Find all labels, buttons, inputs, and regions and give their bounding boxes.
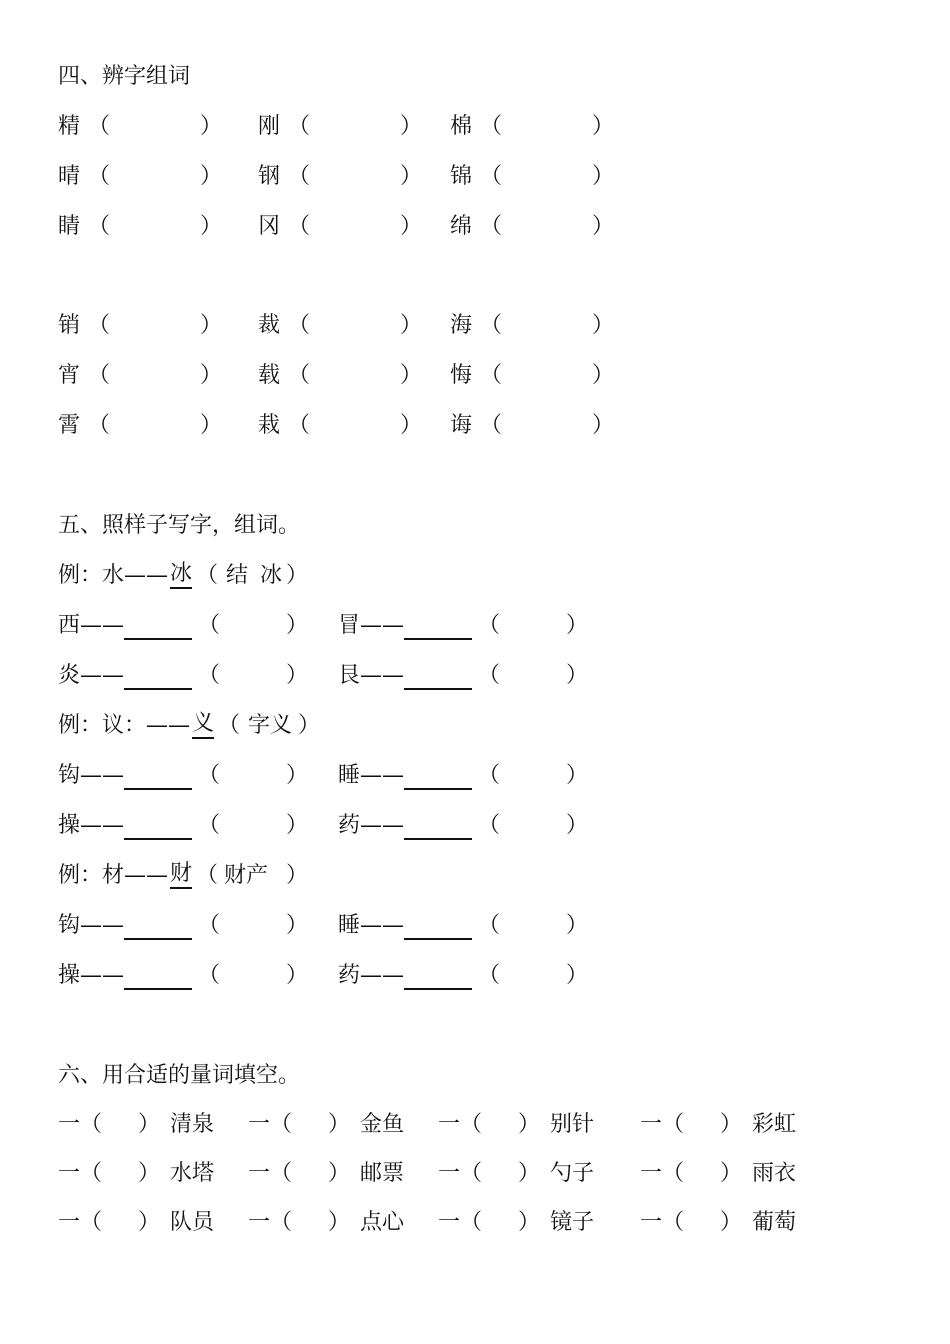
char: 棉 bbox=[450, 114, 473, 139]
paren-close: ） bbox=[566, 913, 589, 938]
answer-blank[interactable] bbox=[124, 764, 192, 790]
paren-close: ） bbox=[286, 963, 309, 988]
paren-open: （ bbox=[480, 214, 503, 239]
numeral: 一 bbox=[58, 1161, 81, 1186]
paren-close: ） bbox=[566, 663, 589, 688]
char: 锦 bbox=[450, 164, 473, 189]
char: 霄 bbox=[58, 413, 81, 438]
paren-open: （ bbox=[88, 214, 111, 239]
paren-close: ） bbox=[592, 413, 615, 438]
noun: 清泉 bbox=[170, 1112, 215, 1137]
paren-open: （ bbox=[198, 813, 221, 838]
paren-close: ） bbox=[400, 363, 423, 388]
base-char: 药—— bbox=[338, 813, 405, 838]
paren-open: （ bbox=[480, 114, 503, 139]
paren-close: ） bbox=[286, 913, 309, 938]
paren-close: ） bbox=[518, 1210, 541, 1235]
paren-open: （ bbox=[198, 763, 221, 788]
paren-open: （ bbox=[80, 1210, 103, 1235]
paren-open: （ bbox=[478, 663, 501, 688]
base-char: 西—— bbox=[58, 613, 125, 638]
noun: 勺子 bbox=[550, 1161, 595, 1186]
paren-open: （ bbox=[662, 1210, 685, 1235]
paren-open: （ bbox=[270, 1161, 293, 1186]
char: 诲 bbox=[450, 413, 473, 438]
paren-open: （ bbox=[198, 613, 221, 638]
paren-open: （ bbox=[88, 164, 111, 189]
char: 栽 bbox=[258, 413, 281, 438]
paren-open: （ bbox=[270, 1210, 293, 1235]
char: 销 bbox=[58, 313, 81, 338]
paren-open: （ bbox=[460, 1112, 483, 1137]
paren-open: （ bbox=[88, 313, 111, 338]
paren-open: （ bbox=[662, 1161, 685, 1186]
paren-open: （ bbox=[478, 813, 501, 838]
paren-open: （ bbox=[480, 413, 503, 438]
char: 载 bbox=[258, 363, 281, 388]
paren-close: ） bbox=[286, 763, 309, 788]
paren-open: （ bbox=[288, 313, 311, 338]
paren-close: ） bbox=[566, 963, 589, 988]
paren-open: （ bbox=[288, 214, 311, 239]
paren-close: ） bbox=[720, 1112, 743, 1137]
char: 刚 bbox=[258, 114, 281, 139]
numeral: 一 bbox=[248, 1210, 271, 1235]
numeral: 一 bbox=[248, 1112, 271, 1137]
paren-close: ） bbox=[566, 613, 589, 638]
numeral: 一 bbox=[640, 1210, 663, 1235]
paren-close: ） bbox=[566, 813, 589, 838]
base-char: 冒—— bbox=[338, 613, 405, 638]
paren-close: ） bbox=[592, 313, 615, 338]
paren-close: ） bbox=[286, 563, 309, 588]
paren-open: （ bbox=[88, 413, 111, 438]
section-4-title bbox=[58, 62, 190, 92]
base-char: 操—— bbox=[58, 963, 125, 988]
numeral: 一 bbox=[640, 1161, 663, 1186]
paren-close: ） bbox=[400, 214, 423, 239]
answer-blank[interactable] bbox=[404, 814, 472, 840]
section-5-title-text: 五、照样子写字，组词。 bbox=[58, 513, 301, 538]
paren-open: （ bbox=[480, 363, 503, 388]
paren-open: （ bbox=[288, 114, 311, 139]
paren-close: ） bbox=[298, 713, 321, 738]
paren-open: （ bbox=[88, 363, 111, 388]
paren-close: ） bbox=[328, 1161, 351, 1186]
noun: 雨衣 bbox=[752, 1161, 797, 1186]
paren-close: ） bbox=[592, 164, 615, 189]
char: 冈 bbox=[258, 214, 281, 239]
paren-open: （ bbox=[88, 114, 111, 139]
paren-close: ） bbox=[138, 1161, 161, 1186]
paren-open: （ bbox=[80, 1112, 103, 1137]
paren-close: ） bbox=[200, 114, 223, 139]
noun: 彩虹 bbox=[752, 1112, 797, 1137]
numeral: 一 bbox=[640, 1112, 663, 1137]
paren-close: ） bbox=[200, 214, 223, 239]
noun: 点心 bbox=[360, 1210, 405, 1235]
char: 睛 bbox=[58, 214, 81, 239]
paren-open: （ bbox=[270, 1112, 293, 1137]
base-char: 钩—— bbox=[58, 763, 125, 788]
paren-close: ） bbox=[592, 363, 615, 388]
noun: 葡萄 bbox=[752, 1210, 797, 1235]
paren-close: ） bbox=[592, 214, 615, 239]
answer-blank[interactable] bbox=[404, 964, 472, 990]
base-char: 艮—— bbox=[338, 663, 405, 688]
char: 裁 bbox=[258, 313, 281, 338]
char: 钢 bbox=[258, 164, 281, 189]
base-char: 药—— bbox=[338, 963, 405, 988]
section-6-title bbox=[58, 1061, 300, 1091]
char: 海 bbox=[450, 313, 473, 338]
paren-close: ） bbox=[200, 413, 223, 438]
paren-close: ） bbox=[200, 363, 223, 388]
paren-open: （ bbox=[196, 563, 219, 588]
answer-blank[interactable] bbox=[404, 614, 472, 640]
answer-blank[interactable] bbox=[124, 614, 192, 640]
noun: 镜子 bbox=[550, 1210, 595, 1235]
paren-close: ） bbox=[200, 313, 223, 338]
answer-blank[interactable] bbox=[404, 764, 472, 790]
noun: 金鱼 bbox=[360, 1112, 405, 1137]
paren-open: （ bbox=[288, 363, 311, 388]
section-4-title-text: 四、辨字组词 bbox=[58, 64, 191, 89]
section-6-title-text: 六、用合适的量词填空。 bbox=[58, 1063, 301, 1088]
paren-open: （ bbox=[198, 963, 221, 988]
noun: 队员 bbox=[170, 1210, 215, 1235]
example-answer: 义 bbox=[192, 711, 214, 739]
char: 精 bbox=[58, 114, 81, 139]
base-char: 炎—— bbox=[58, 663, 125, 688]
base-char: 操—— bbox=[58, 813, 125, 838]
paren-open: （ bbox=[198, 663, 221, 688]
paren-open: （ bbox=[288, 413, 311, 438]
paren-open: （ bbox=[460, 1161, 483, 1186]
paren-close: ） bbox=[720, 1210, 743, 1235]
paren-close: ） bbox=[286, 813, 309, 838]
paren-close: ） bbox=[138, 1112, 161, 1137]
paren-close: ） bbox=[720, 1161, 743, 1186]
paren-close: ） bbox=[138, 1210, 161, 1235]
paren-open: （ bbox=[480, 164, 503, 189]
paren-close: ） bbox=[566, 763, 589, 788]
numeral: 一 bbox=[58, 1112, 81, 1137]
paren-open: （ bbox=[478, 963, 501, 988]
example-prefix: 例：议：—— bbox=[58, 713, 191, 738]
base-char: 睡—— bbox=[338, 913, 405, 938]
paren-open: （ bbox=[196, 863, 219, 888]
answer-blank[interactable] bbox=[404, 664, 472, 690]
noun: 别针 bbox=[550, 1112, 595, 1137]
answer-blank[interactable] bbox=[124, 964, 192, 990]
numeral: 一 bbox=[58, 1210, 81, 1235]
char: 宵 bbox=[58, 363, 81, 388]
example-word: 财产 bbox=[224, 863, 269, 888]
example-answer: 财 bbox=[170, 861, 192, 889]
example-word: 字义 bbox=[248, 713, 293, 738]
example-prefix: 例：材—— bbox=[58, 863, 169, 888]
example-word: 结 bbox=[226, 563, 249, 588]
paren-close: ） bbox=[286, 863, 309, 888]
answer-blank[interactable] bbox=[124, 814, 192, 840]
answer-blank[interactable] bbox=[124, 914, 192, 940]
paren-close: ） bbox=[400, 313, 423, 338]
char: 悔 bbox=[450, 363, 473, 388]
paren-open: （ bbox=[198, 913, 221, 938]
answer-blank[interactable] bbox=[404, 914, 472, 940]
paren-open: （ bbox=[460, 1210, 483, 1235]
paren-close: ） bbox=[400, 114, 423, 139]
paren-open: （ bbox=[478, 613, 501, 638]
numeral: 一 bbox=[438, 1161, 461, 1186]
paren-close: ） bbox=[286, 663, 309, 688]
answer-blank[interactable] bbox=[124, 664, 192, 690]
paren-open: （ bbox=[478, 763, 501, 788]
numeral: 一 bbox=[438, 1210, 461, 1235]
section-5-title bbox=[58, 511, 300, 541]
paren-close: ） bbox=[328, 1112, 351, 1137]
example-prefix: 例：水—— bbox=[58, 563, 169, 588]
base-char: 睡—— bbox=[338, 763, 405, 788]
numeral: 一 bbox=[438, 1112, 461, 1137]
paren-close: ） bbox=[518, 1161, 541, 1186]
paren-open: （ bbox=[662, 1112, 685, 1137]
paren-open: （ bbox=[288, 164, 311, 189]
example-answer: 冰 bbox=[170, 561, 192, 589]
paren-close: ） bbox=[200, 164, 223, 189]
numeral: 一 bbox=[248, 1161, 271, 1186]
paren-open: （ bbox=[80, 1161, 103, 1186]
paren-close: ） bbox=[592, 114, 615, 139]
base-char: 钩—— bbox=[58, 913, 125, 938]
paren-close: ） bbox=[518, 1112, 541, 1137]
char: 绵 bbox=[450, 214, 473, 239]
paren-close: ） bbox=[328, 1210, 351, 1235]
example-word: 冰 bbox=[260, 563, 283, 588]
paren-open: （ bbox=[218, 713, 241, 738]
noun: 水塔 bbox=[170, 1161, 215, 1186]
paren-open: （ bbox=[480, 313, 503, 338]
paren-close: ） bbox=[286, 613, 309, 638]
paren-open: （ bbox=[478, 913, 501, 938]
paren-close: ） bbox=[400, 413, 423, 438]
char: 晴 bbox=[58, 164, 81, 189]
noun: 邮票 bbox=[360, 1161, 405, 1186]
paren-close: ） bbox=[400, 164, 423, 189]
